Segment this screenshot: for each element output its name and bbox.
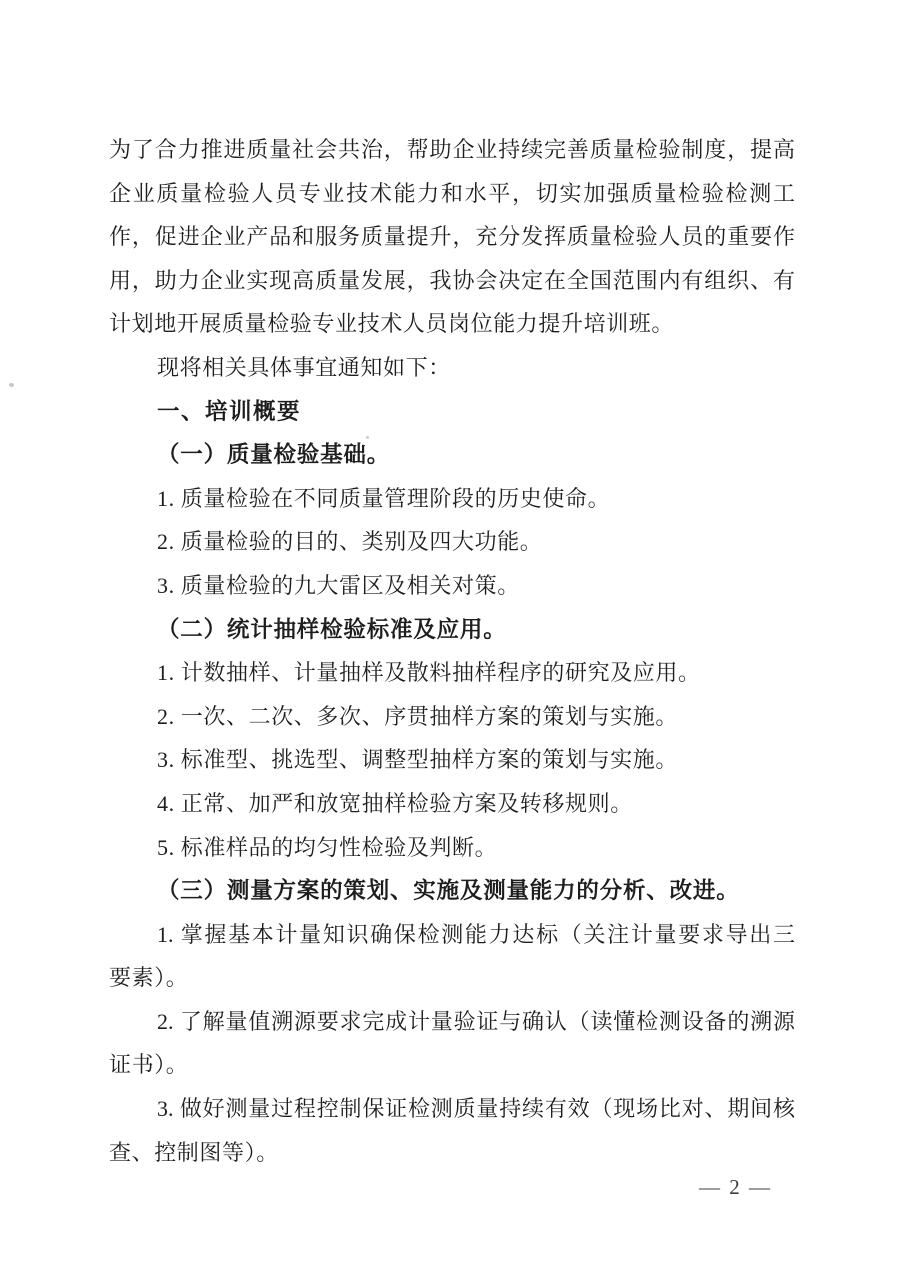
opening-paragraph-line: 企业质量检验人员专业技术能力和水平，切实加强质量检验检测工 — [109, 180, 795, 206]
list-item: 3. 质量检验的九大雷区及相关对策。 — [157, 572, 520, 598]
document-page-body — [109, 128, 795, 1174]
list-item: 3. 标准型、挑选型、调整型抽样方案的策划与实施。 — [157, 747, 679, 773]
list-item-continuation: 要素）。 — [109, 965, 189, 991]
list-item-line: 1. 掌握基本计量知识确保检测能力达标（关注计量要求导出三 — [157, 921, 795, 947]
list-item: 2. 一次、二次、多次、序贯抽样方案的策划与实施。 — [157, 703, 679, 729]
list-item: 1. 计数抽样、计量抽样及散料抽样程序的研究及应用。 — [157, 660, 701, 686]
list-item: 4. 正常、加严和放宽抽样检验方案及转移规则。 — [157, 790, 633, 816]
page-number-footer: — 2 — — [699, 1175, 772, 1199]
subsection-heading-2: （二）统计抽样检验标准及应用。 — [157, 616, 507, 642]
list-item-line: 3. 做好测量过程控制保证检测质量持续有效（现场比对、期间核 — [157, 1096, 795, 1122]
subsection-heading-3: （三）测量方案的策划、实施及测量能力的分析、改进。 — [157, 878, 740, 904]
list-item: 1. 质量检验在不同质量管理阶段的历史使命。 — [157, 485, 611, 511]
list-item-line: 2. 了解量值溯源要求完成计量验证与确认（读懂检测设备的溯源 — [157, 1008, 795, 1034]
list-item-continuation: 证书）。 — [109, 1052, 189, 1078]
list-item-continuation: 查、控制图等）。 — [109, 1139, 279, 1165]
opening-paragraph-line: 计划地开展质量检验专业技术人员岗位能力提升培训班。 — [109, 311, 675, 337]
list-item: 5. 标准样品的均匀性检验及判断。 — [157, 834, 498, 860]
list-item: 2. 质量检验的目的、类别及四大功能。 — [157, 529, 543, 555]
opening-paragraph-line: 用，助力企业实现高质量发展，我协会决定在全国范围内有组织、有 — [109, 267, 795, 293]
scan-speck — [9, 383, 14, 387]
opening-paragraph-line: 作，促进企业产品和服务质量提升，充分发挥质量检验人员的重要作 — [109, 224, 795, 250]
scan-speck — [366, 436, 369, 439]
section-heading-1: 一、培训概要 — [157, 398, 302, 424]
opening-paragraph-line: 为了合力推进质量社会共治，帮助企业持续完善质量检验制度，提高 — [109, 137, 795, 162]
subsection-heading-1: （一）质量检验基础。 — [157, 442, 391, 468]
notice-intro-line: 现将相关具体事宜通知如下： — [157, 354, 451, 380]
